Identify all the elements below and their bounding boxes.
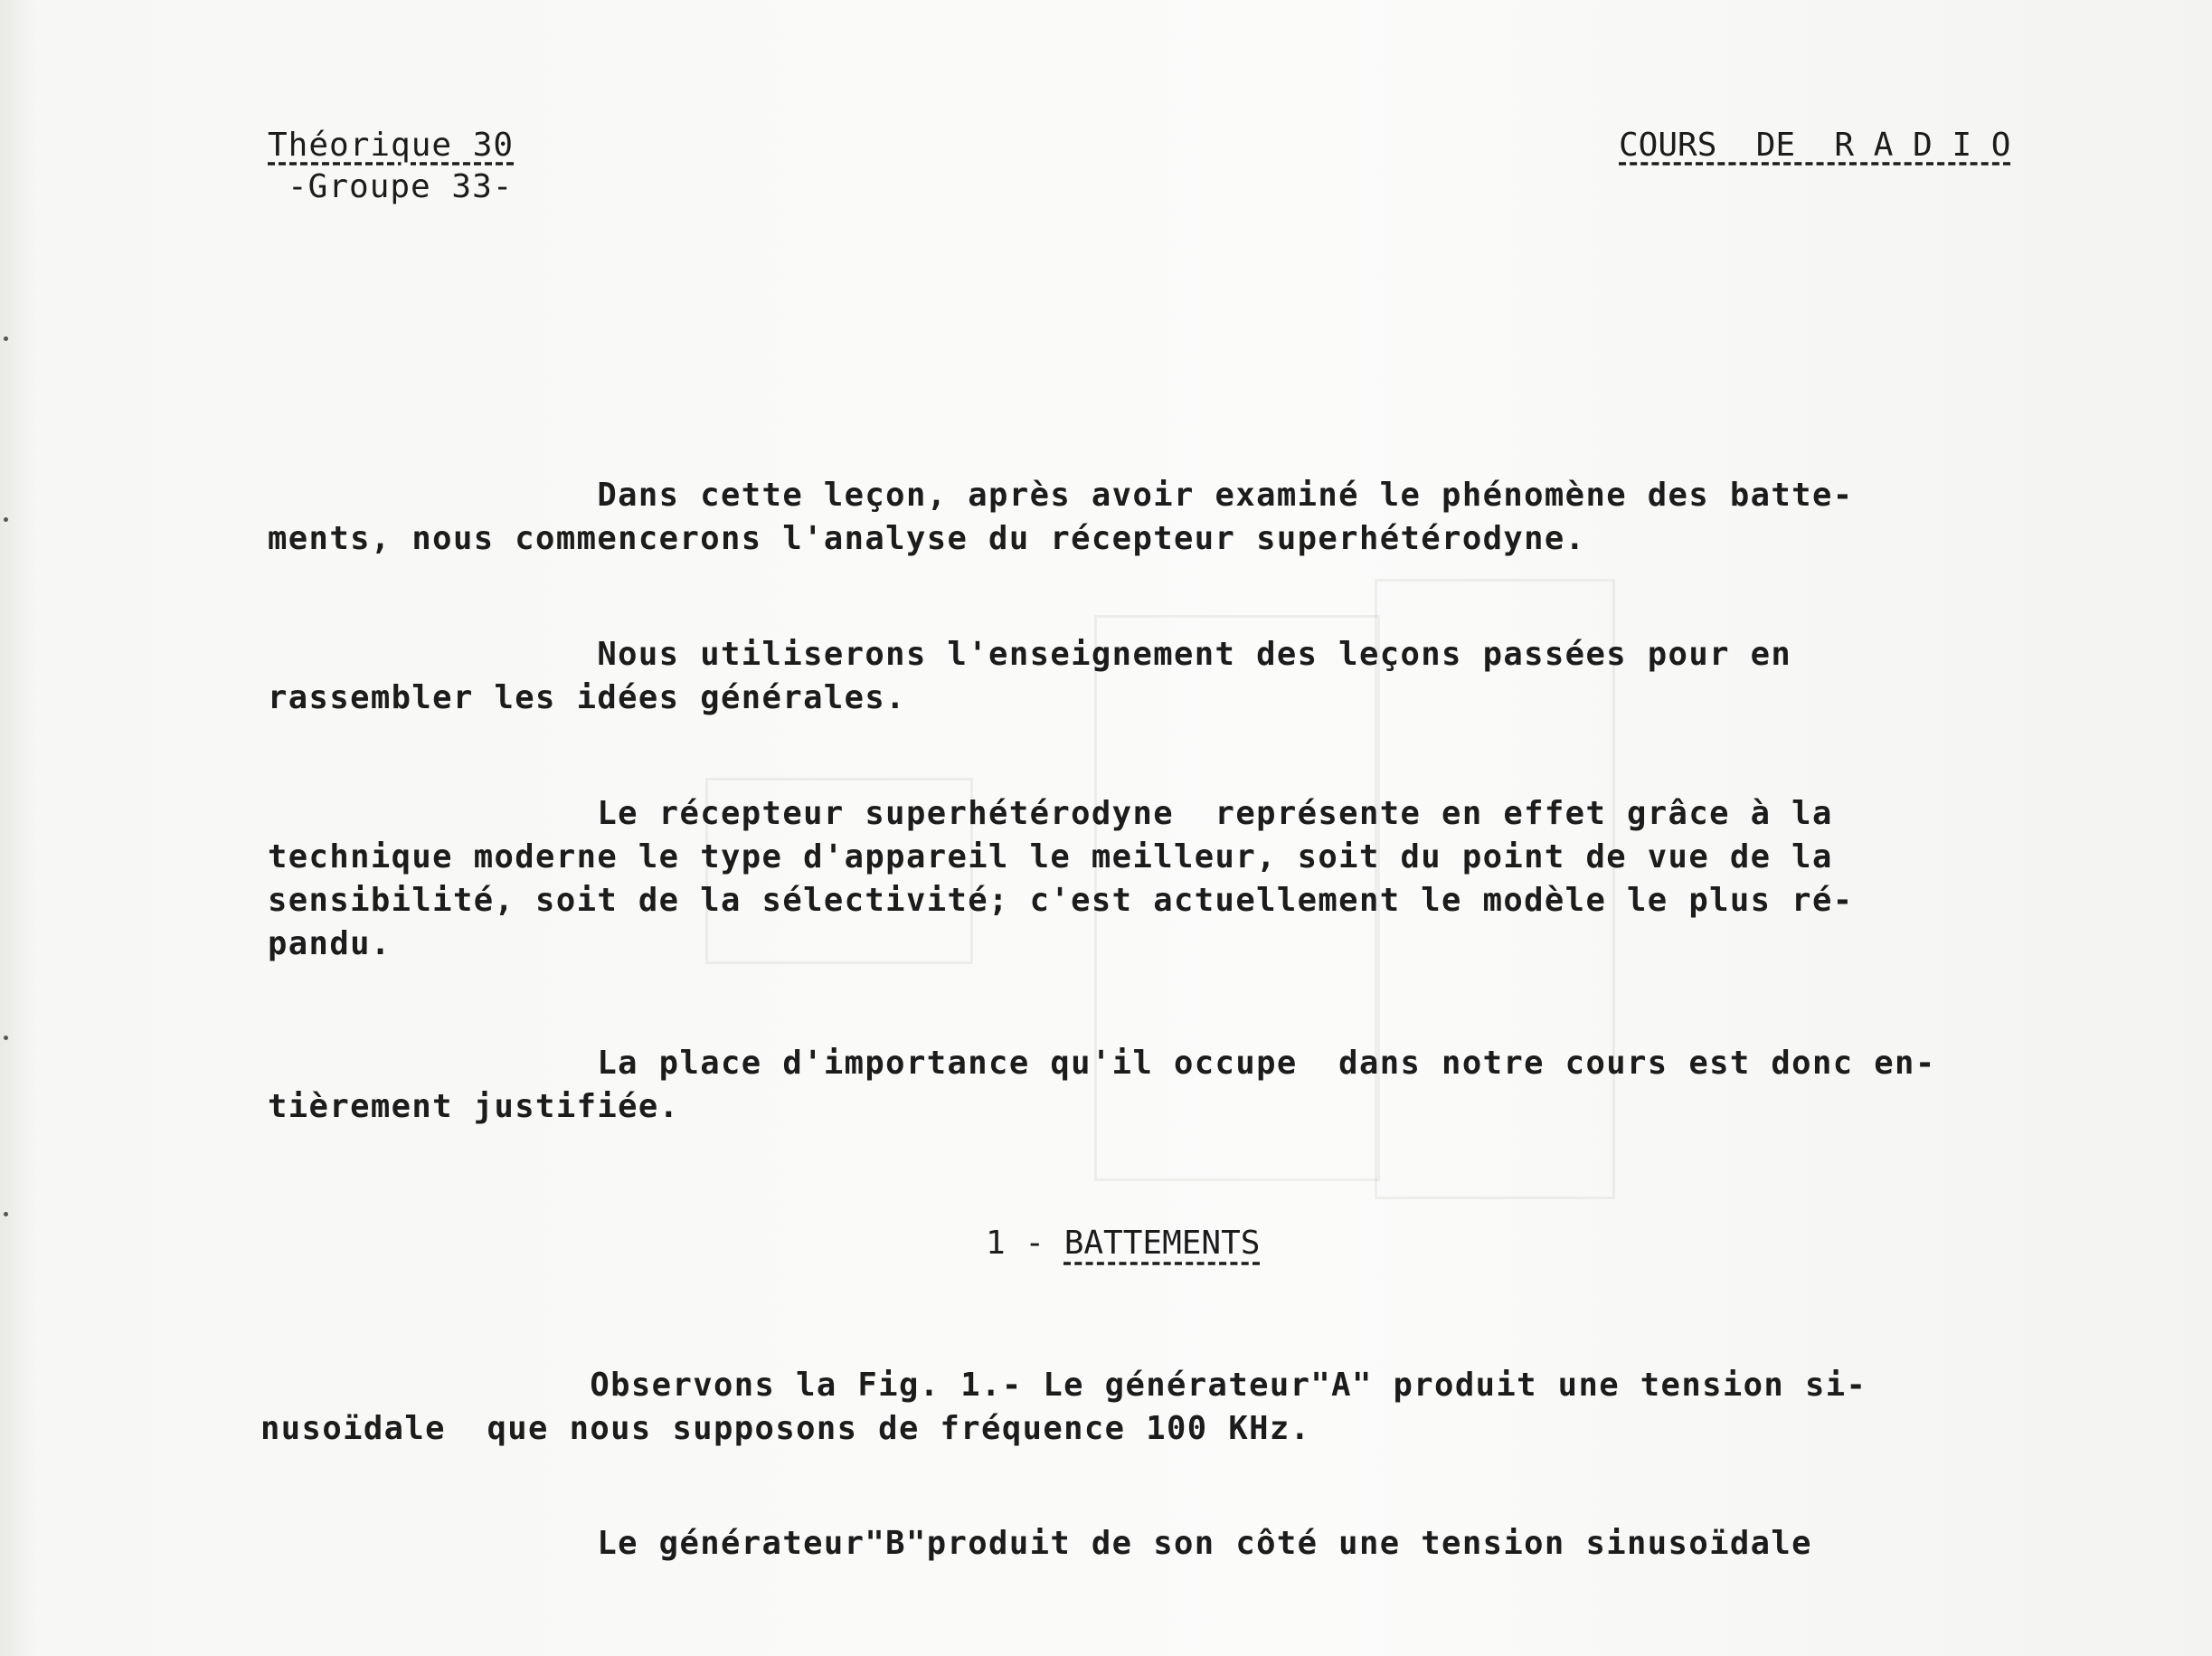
paragraph-line: nusoïdale que nous supposons de fréquence 100 KHz. (260, 1410, 1311, 1447)
paragraph-observe (260, 1364, 2105, 1451)
paragraph-line: rassembler les idées générales. (268, 679, 906, 716)
paragraph-line: Observons la Fig. 1.- Le générateur"A" produit une tension si- (260, 1367, 1867, 1404)
paragraph-lessons (268, 633, 2113, 720)
paragraph-line: tièrement justifiée. (268, 1088, 680, 1125)
edge-speck (4, 517, 8, 522)
header-left (268, 125, 514, 208)
paragraph-line: Dans cette leçon, après avoir examiné le phénomène des batte- (268, 477, 1854, 514)
paragraph-line: technique moderne le type d'appareil le meilleur, soit du point de vue de la (268, 838, 1833, 875)
paragraph-generator-b (268, 1522, 2113, 1566)
edge-speck (4, 1212, 8, 1216)
paragraph-line: ments, nous commencerons l'analyse du récepteur superhétérodyne. (268, 520, 1586, 557)
paragraph-line: La place d'importance qu'il occupe dans notre cours est donc en- (268, 1045, 1936, 1082)
paragraph-line: pandu. (268, 925, 392, 962)
edge-speck (4, 1036, 8, 1040)
section-number: 1 - (986, 1225, 1064, 1262)
section-title-text: BATTEMENTS (1063, 1225, 1261, 1262)
section-heading (986, 1223, 1260, 1264)
lesson-group: -Groupe 33- (288, 168, 514, 205)
paragraph-line: Le générateur"B"produit de son côté une tension sinusoïdale (268, 1525, 1812, 1562)
edge-speck (4, 336, 8, 341)
paragraph-line: Le récepteur superhétérodyne représente en effet grâce à la (268, 795, 1833, 832)
paragraph-superheterodyne (268, 792, 2113, 966)
lesson-title: Théorique 30 (268, 127, 515, 164)
paragraph-importance (268, 1042, 2113, 1129)
course-title: COURS DE R A D I O (1619, 127, 2011, 164)
paragraph-line: Nous utiliserons l'enseignement des leçons passées pour en (268, 636, 1792, 673)
paragraph-line: sensibilité, soit de la sélectivité; c'est actuellement le modèle le plus ré- (268, 882, 1854, 919)
paragraph-intro (268, 474, 2113, 561)
